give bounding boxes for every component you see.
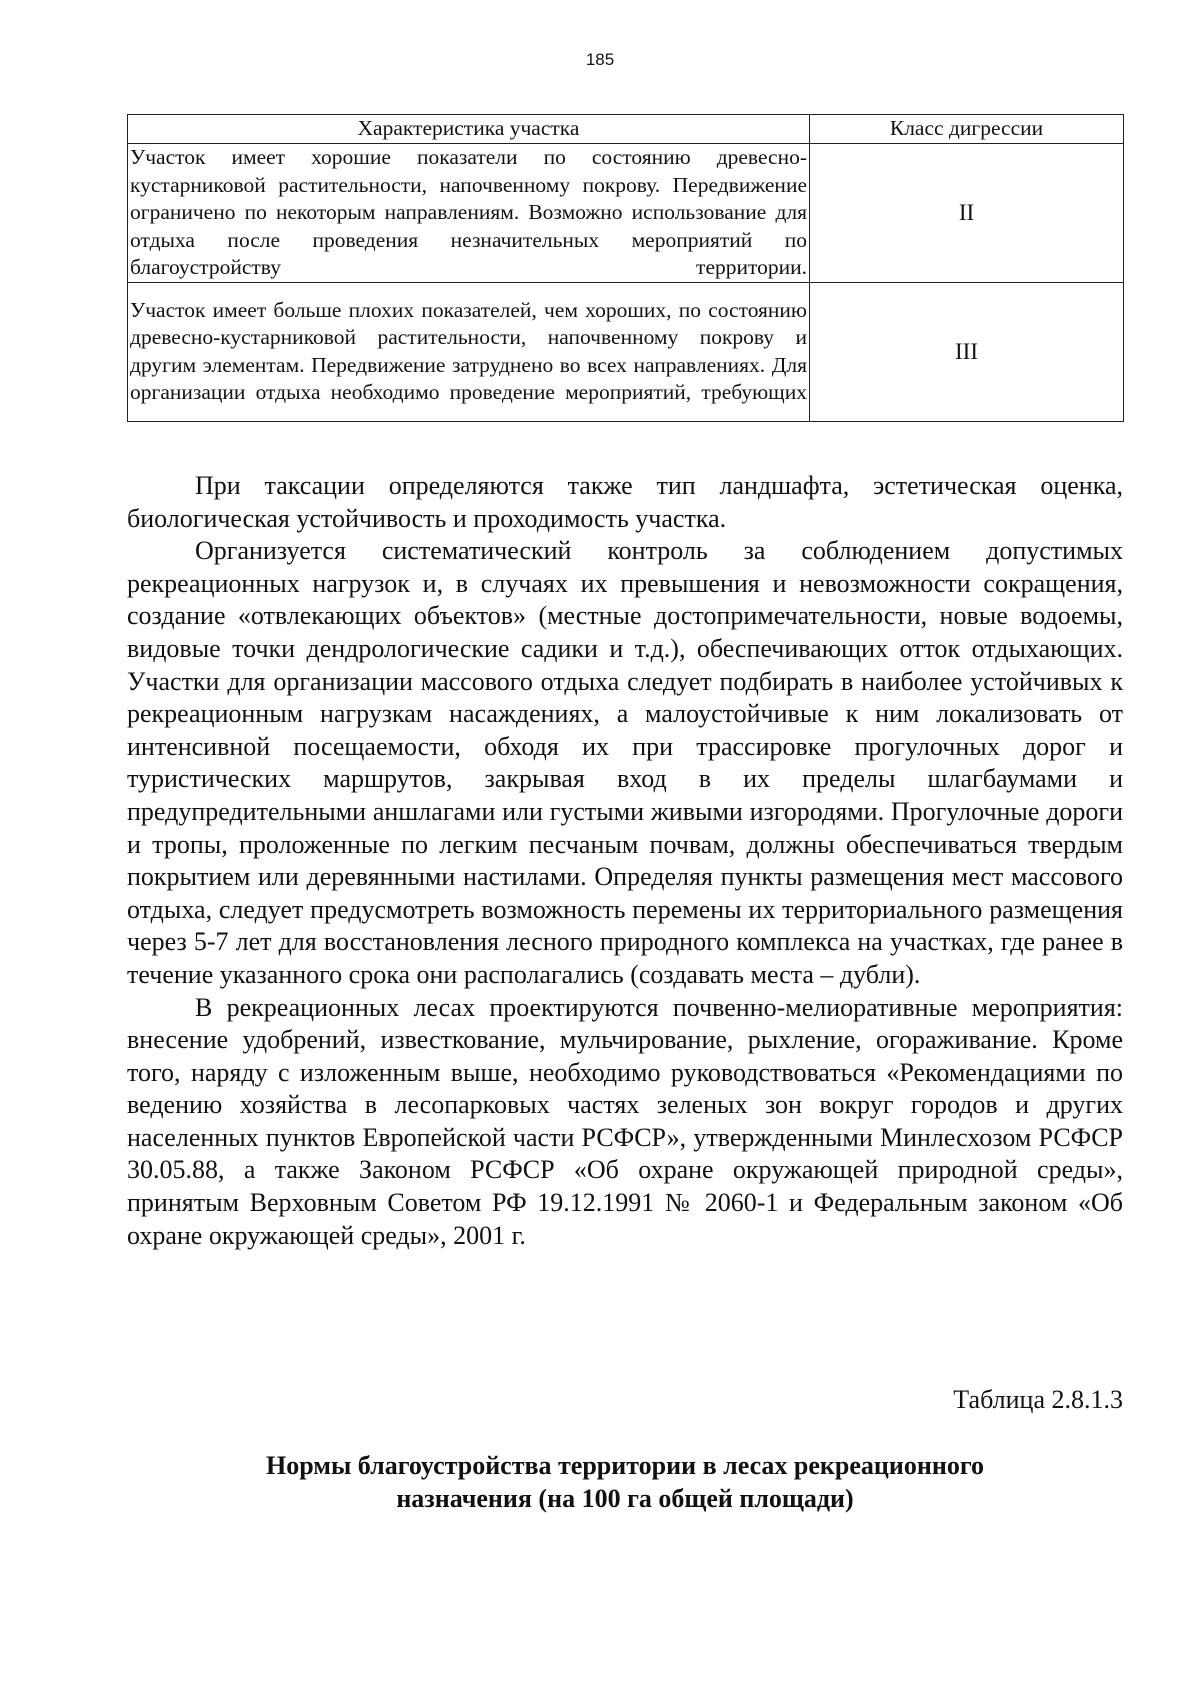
paragraph: В рекреационных лесах проектируются почвенно-мелиоративные мероприятия: внесение удобрений, известкование, мульчирование, рыхление, огораживание. Кроме того, наряду с изложенным выше, необходимо руководствоваться «Рекомендациями по ведению хозяйства в лесопарковых частях зеленых зон вокруг городов и других населенных пунктов Европейской части РСФСР», утвержденными Минлесхозом РСФСР 30.05.88, а также Законом РСФСР «Об охране окружающей природной среды», принятым Верховным Советом РФ 19.12.1991 № 2060-1 и Федеральным законом «Об охране окружающей среды», 2001 г. xyxy=(127,992,1123,1250)
row-class: II xyxy=(810,144,1124,283)
digression-class-table xyxy=(127,114,1124,422)
row-class: III xyxy=(810,282,1124,421)
column-header-characteristic: Характеристика участка xyxy=(128,115,810,144)
table-label: Таблица 2.8.1.3 xyxy=(953,1385,1123,1414)
row-description: Участок имеет хорошие показатели по состоянию древесно-кустарниковой растительности, напочвенному покрову. Передвижение ограничено по некоторым направлениям. Возможно использование для отдыха после проведения незначительных мероприятий по благоустройству территории. xyxy=(128,144,810,283)
page-number: 185 xyxy=(585,50,615,69)
row-description: Участок имеет больше плохих показателей, чем хороших, по состоянию древесно-кустарниковой растительности, напочвенному покрову и другим элементам. Передвижение затруднено во всех направлениях. Для организации отдыха необходимо проведение мероприятий, требующих xyxy=(128,282,810,421)
table-header-row xyxy=(128,115,1124,144)
paragraph: При таксации определяются также тип ландшафта, эстетическая оценка, биологическая устойчивость и проходимость участка. xyxy=(127,471,1123,533)
column-header-class: Класс дигрессии xyxy=(810,115,1124,144)
table-row xyxy=(128,144,1124,283)
body-text xyxy=(127,470,1123,1252)
table-title xyxy=(127,1449,1123,1515)
paragraph: Организуется систематический контроль за соблюдением допустимых рекреационных нагрузок и, в случаях их превышения и невозможности сокращения, создание «отвлекающих объектов» (местные достопримечательности, новые водоемы, видовые точки дендрологические садики и т.д.), обеспечивающих отток отдыхающих. Участки для организации массового отдыха следует подбирать в наиболее устойчивых к рекреационным нагрузкам насаждениях, а малоустойчивые к ним локализовать от интенсивной посещаемости, обходя их при трассировке прогулочных дорог и туристических маршрутов, закрывая вход в их пределы шлагбаумами и предупредительными аншлагами или густыми живыми изгородями. Прогулочные дороги и тропы, проложенные по легким песчаным почвам, должны обеспечиваться твердым покрытием или деревянными настилами. Определяя пункты размещения мест массового отдыха, следует предусмотреть возможность перемены их территориального размещения через 5-7 лет для восстановления лесного природного комплекса на участках, где ранее в течение указанного срока они располагались (создавать места – дубли). xyxy=(127,536,1123,989)
table-title-line: Нормы благоустройства территории в лесах рекреационного xyxy=(266,1451,984,1480)
table-title-line: назначения (на 100 га общей площади) xyxy=(396,1484,854,1513)
table-row xyxy=(128,282,1124,421)
